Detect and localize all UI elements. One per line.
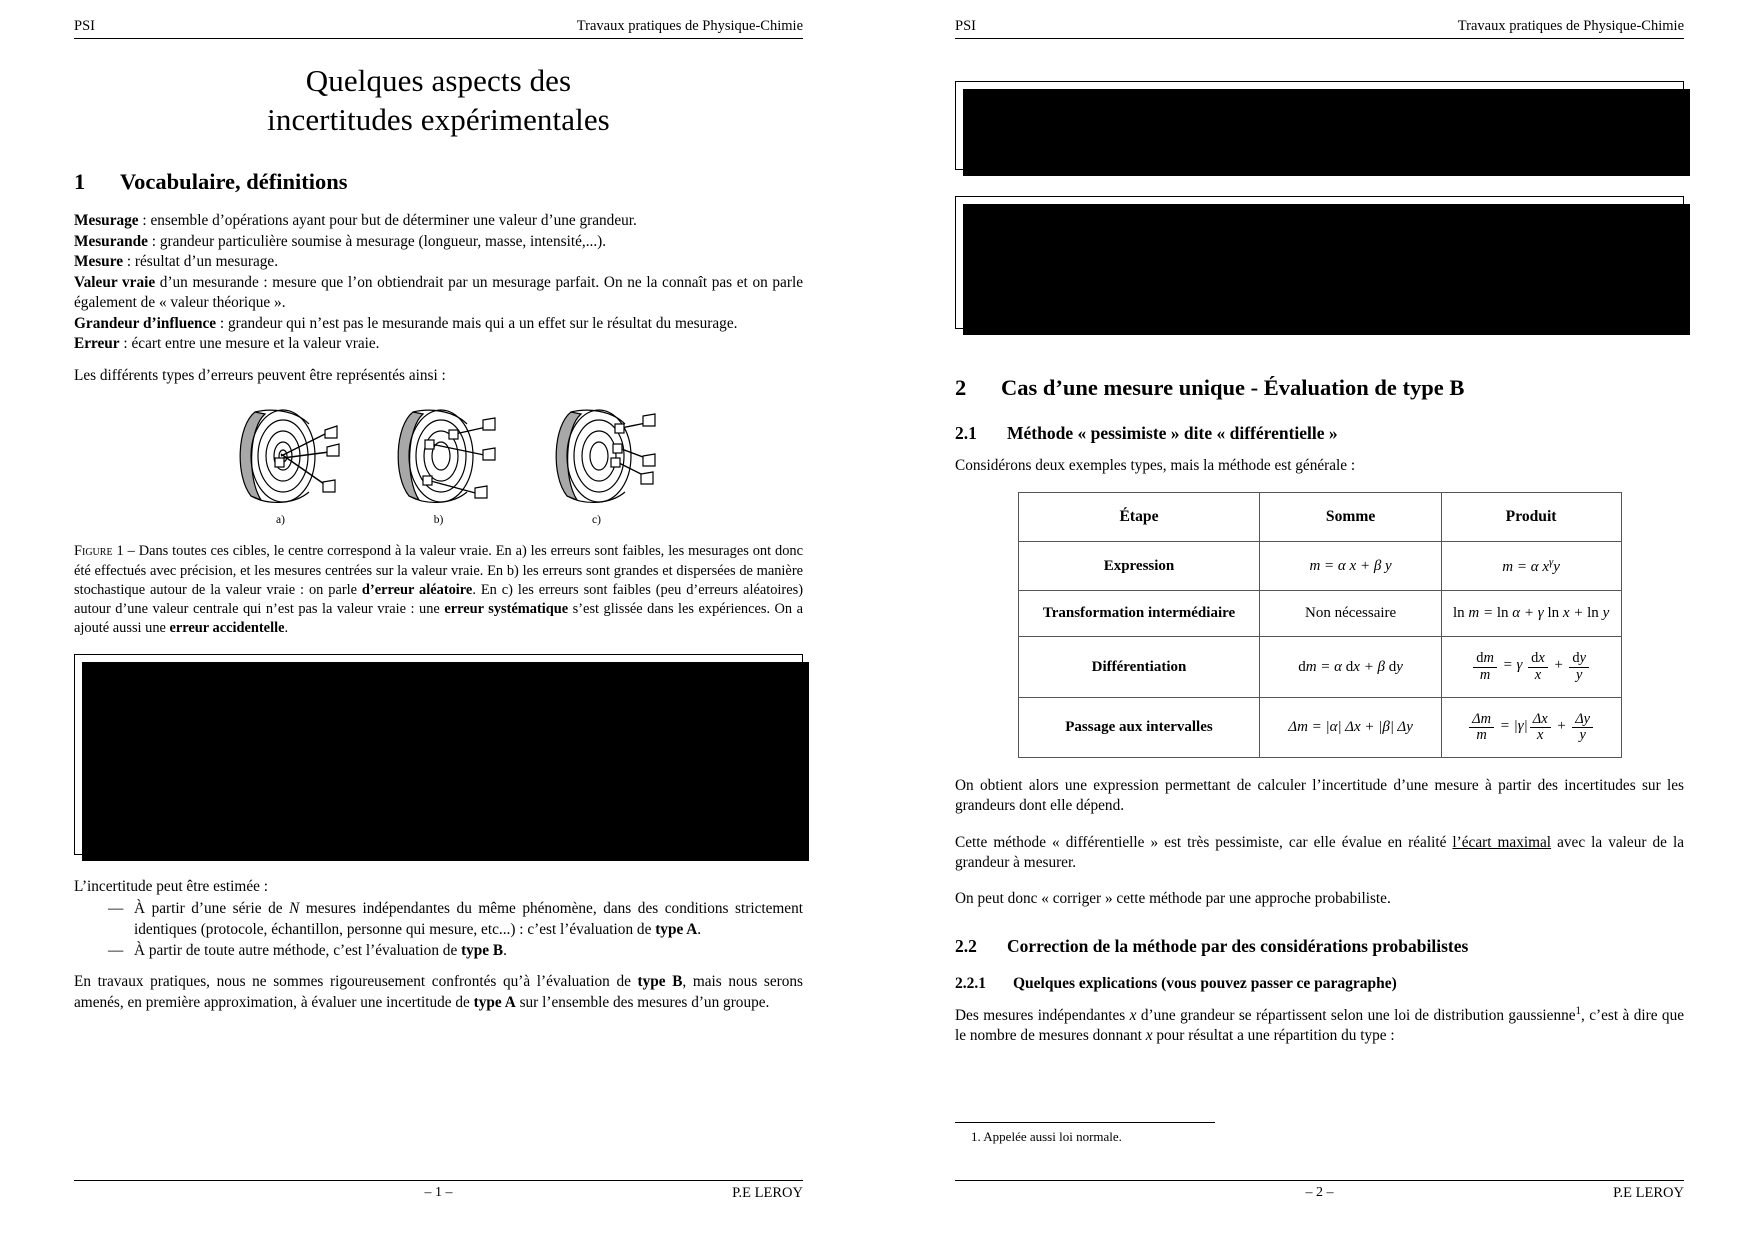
page1-header-right: Travaux pratiques de Physique-Chimie [576, 18, 803, 34]
result-equation-wrapper [89, 815, 788, 842]
figure-caption-prefix: Figure 1 [74, 543, 124, 560]
title-line-2: incertitudes expérimentales [267, 102, 610, 138]
result-equation: m = … ± Δm [387, 815, 489, 842]
box-b-body [970, 232, 1669, 252]
section-1-title: Vocabulaire, définitions [120, 169, 348, 195]
corriger-paragraph: On peut donc « corriger » cette méthode par une approche probabiliste. [955, 890, 1391, 908]
table-cell-somme: dm = α dx + β dy [1260, 637, 1441, 697]
definition-item [74, 232, 803, 253]
table-row-label: Expression [1018, 542, 1260, 591]
table-cell-produit: $\frac{dm}{m}$ = γ $\frac{dx}{x}$ + $\frac{dy}{y}$ [1441, 637, 1621, 697]
pessimiste-paragraph [955, 833, 1684, 874]
estimation-item-mid: mesures indépendantes du même phénomène, dans des conditions strictement identiques (protocole, échantillon, personne qui mesure, etc...) : c’est l’évaluation de [134, 900, 803, 938]
page2-header-right: Travaux pratiques de Physique-Chimie [1457, 18, 1684, 34]
box-b-bullet: • application de la méthode « différentielle » pour déterminer l’expression de cette incertitude (méthode pessimiste) ; [1002, 254, 1669, 294]
page1-footer-line [74, 1185, 803, 1202]
table-header-produit: Produit [1441, 493, 1621, 542]
estimation-item-bold: type B [461, 941, 504, 959]
estimation-item-symbol: N [289, 900, 300, 918]
notera-line-4-end: qui nous intéresse puisque le résultat d’une mesure s’écrit : [275, 784, 636, 801]
subsection-2-2-title: Correction de la méthode par des considérations probabilistes [1007, 935, 1469, 956]
pessimiste-underlined: l’écart maximal [1452, 833, 1552, 851]
page1-running-head [74, 18, 803, 38]
gauss-x-symbol-1: x [1129, 1006, 1137, 1024]
table-header-somme: Somme [1260, 493, 1441, 542]
page1-footer [74, 1180, 803, 1202]
definition-item [74, 252, 803, 273]
subsubsection-2-2-1-title: Quelques explications (vous pouvez passer ce paragraphe) [1013, 974, 1397, 992]
notera-line-2-underlined: dispersion [335, 723, 398, 740]
page-2 [877, 0, 1754, 1240]
table-cell-somme: m = α x + β y [1260, 542, 1441, 591]
definition-item [74, 211, 803, 232]
subsection-2-2-heading [955, 936, 1684, 957]
box-b-symbol: Δm [1245, 234, 1269, 251]
box-a-title-text: Évaluation de type A : [970, 96, 1113, 112]
definition-term: Erreur [74, 335, 120, 353]
notera-line-3 [89, 743, 788, 774]
box-a-body [970, 117, 1669, 157]
estimation-item-pre: À partir d’une série de [134, 900, 290, 918]
figure-1-caption [74, 542, 803, 638]
notera-line-3-end: de la mesure, exprimée en % [195, 749, 374, 766]
page1-footer-rule [74, 1180, 803, 1181]
notera-intro: On notera : [89, 669, 157, 686]
closing-bold-1: type B [637, 973, 683, 991]
precision-fraction [91, 743, 116, 774]
estimation-item-end: . [697, 920, 702, 938]
table-cell-produit: m = α $x^\gamma y$ [1441, 542, 1621, 591]
notera-line-3-pre: la [117, 749, 137, 766]
box-a-pre: La détermination de cette [970, 119, 1144, 136]
definition-list [74, 211, 803, 355]
figure-caption-part-4: . [284, 620, 289, 636]
page2-footer-right: P.E LEROY [1613, 1185, 1684, 1201]
definition-text: : grandeur qui n’est pas le mesurande mais qui a un effet sur le résultat du mesurage. [216, 314, 738, 332]
target-c [531, 400, 663, 526]
closing-paragraph [74, 972, 803, 1013]
evaluation-type-a-box [955, 81, 1684, 170]
table-row-label: Transformation intermédiaire [1018, 591, 1260, 637]
table-header-row [1018, 493, 1621, 542]
pessimiste-pre: Cette méthode « différentielle » est très pessimiste, car elle évalue en réalité [955, 833, 1453, 851]
definition-text: : résultat d’un mesurage. [123, 253, 279, 271]
differential-method-table [1018, 492, 1622, 758]
box-b-end: se fera en deux étapes (voir section 2) : [1268, 234, 1510, 251]
closing-part-1: En travaux pratiques, nous ne sommes rigoureusement confrontés qu’à l’évaluation de [74, 973, 638, 991]
estimation-item-pre: À partir de toute autre méthode, c’est l’évaluation de [134, 941, 462, 959]
estimation-item-bold: type A [655, 920, 698, 938]
section-2-heading [955, 375, 1684, 401]
definition-text: d’un mesurande : mesure que l’on obtiendrait par un mesurage parfait. On ne la connaît pas et on parle également de « valeur théorique ». [74, 273, 803, 312]
footnote-area [955, 1096, 1684, 1146]
definition-item [74, 314, 803, 335]
box-b-title-text: Évaluation de type B : [970, 211, 1114, 228]
notera-line-1-underlined: l’intervalle de confiance [338, 701, 486, 718]
estimation-list [74, 899, 803, 961]
notera-line-2-mid: , qui caractérise la [221, 723, 336, 740]
table-row [1018, 542, 1621, 591]
subsection-2-1-heading [955, 423, 1684, 444]
target-illustrations [74, 400, 803, 526]
after-table-paragraph: On obtient alors une expression permettant de calculer l’incertitude d’une mesure à partir des incertitudes sur les grandeurs dont elle dépend. [955, 776, 1684, 815]
table-row-label: Différentiation [1018, 637, 1260, 697]
target-b [373, 400, 505, 526]
box-b-bold: incertitude élargie [1127, 234, 1246, 251]
notera-line-4-pre: C’est [89, 784, 125, 801]
estimation-item-end: . [503, 941, 507, 959]
target-b-label: b) [433, 514, 444, 527]
subsubsection-2-2-1-heading [955, 975, 1684, 993]
estimation-intro: L’incertitude peut être estimée : [74, 877, 268, 895]
notera-line-2-end: des mesures [397, 723, 475, 740]
footnote-text: Appelée aussi loi normale. [983, 1129, 1122, 1145]
subsection-2-1-number: 2.1 [955, 423, 977, 444]
notera-line-4 [89, 783, 788, 803]
target-b-graphic [379, 400, 499, 512]
footnote-rule [955, 1122, 1215, 1123]
figure-caption-bold-2: erreur systématique [444, 600, 569, 617]
notera-line-2-bold: l’incertitude type [110, 723, 222, 740]
page2-header-left: PSI [955, 18, 976, 34]
definition-item [74, 273, 803, 314]
definition-term: Mesurage [74, 212, 139, 230]
box-a-bold: incertitude élargie [1143, 119, 1265, 136]
page1-header-left: PSI [74, 18, 95, 34]
table-cell-produit: $\frac{\Delta m}{m}$ = |γ| $\frac{\Delta x}{x}$ + $\frac{\Delta y}{y}$ [1441, 697, 1621, 757]
figure-caption-bold-3: erreur accidentelle [169, 620, 285, 636]
page1-footer-right: P.E LEROY [732, 1185, 803, 1201]
delta-m-type-symbol: δm [89, 723, 107, 740]
footnote-number: 1. [971, 1129, 981, 1145]
gauss-end: pour résultat a une répartition du type : [1152, 1027, 1395, 1045]
table-header-etape: Étape [1018, 493, 1260, 542]
considerons-text: Considérons deux exemples types, mais la méthode est générale : [955, 457, 1356, 475]
closing-part-2: , mais nous serons amenés, en première approximation, à évaluer une incertitude de [74, 973, 803, 1011]
estimation-item [108, 941, 803, 961]
table-cell-somme: Non nécessaire [1260, 591, 1441, 637]
pessimiste-end: avec la valeur de la grandeur à mesurer. [955, 833, 1684, 871]
page2-footer [955, 1180, 1684, 1202]
figure-caption-part-2: . En c) les erreurs sont faibles (peu d’erreurs aléatoires) autour d’une valeur centrale qui n’est pas la valeur vraie : une [74, 581, 803, 617]
page2-number: – 2 – [1305, 1185, 1334, 1200]
page1-header-rule [74, 38, 803, 39]
page2-header-rule [955, 38, 1684, 39]
box-a-end: se fera simplement en combinant les différentes mesures effectuées (voir section 3). [970, 119, 1669, 156]
definition-text: : ensemble d’opérations ayant pour but de déterminer une valeur d’une grandeur. [138, 212, 637, 230]
section-1-heading [74, 169, 803, 195]
target-a-label: a) [276, 514, 285, 527]
notera-line-4-symbol: Δm [251, 784, 276, 801]
precision-numerator: Δm [94, 742, 113, 759]
figure-caption-part-3: s’est glissée dans les expériences. On a ajouté aussi une [74, 600, 803, 636]
gauss-pre: Des mesures indépendantes [955, 1006, 1130, 1024]
box-b-bullet-list [970, 254, 1669, 315]
footnote-marker[interactable]: 1 [1575, 1004, 1582, 1017]
page2-footer-line [955, 1185, 1684, 1202]
notera-line-1-end: , en général à 95 % [485, 701, 601, 718]
definition-text: : grandeur particulière soumise à mesurage (longueur, masse, intensité,...). [147, 232, 607, 250]
table-row [1018, 697, 1621, 757]
subsection-2-1-title: Méthode « pessimiste » dite « différentielle » [1007, 423, 1338, 444]
definition-item [74, 334, 803, 355]
notera-line-4-bold: l’incertitude élargie [124, 784, 252, 801]
definition-term: Mesure [74, 253, 123, 271]
box-a-symbol: Δm [1265, 119, 1293, 136]
figure-caption-part-1: Dans toutes ces cibles, le centre correspond à la valeur vraie. En a) les erreurs sont faibles, les mesurages ont donc été effectués avec précision, et les mesures centrées sur la valeur vraie. En b) les erreurs sont grandes et dispersées de manière stochastique autour de la valeur vraie : on parle [74, 543, 803, 598]
target-a [215, 400, 347, 526]
section-2-number: 2 [955, 375, 967, 401]
table-cell-somme: Δm = |α| Δx + |β| Δy [1260, 697, 1441, 757]
page1-number: – 1 – [424, 1185, 453, 1200]
figure-caption-dash: – [123, 543, 139, 560]
target-c-graphic [537, 400, 657, 512]
footnote-1 [955, 1129, 1684, 1146]
gauss-mid: d’une grandeur se répartissent selon une loi de distribution gaussienne [1136, 1006, 1576, 1024]
box-b-pre: La détermination de cette [970, 234, 1128, 251]
section-1-number: 1 [74, 169, 86, 195]
section-2-title: Cas d’une mesure unique - Évaluation de type B [1001, 375, 1465, 401]
definition-term: Grandeur d’influence [74, 314, 217, 332]
notera-line-2 [89, 721, 788, 741]
target-c-label: c) [592, 514, 601, 527]
notera-line-1-bold: l’incertitude élargie [112, 701, 240, 718]
notera-line-1 [89, 699, 788, 719]
subsection-2-2-number: 2.2 [955, 935, 977, 956]
page2-running-head [955, 18, 1684, 38]
box-b-title [970, 209, 1669, 229]
target-a-graphic [221, 400, 341, 512]
definition-term: Mesurande [74, 232, 148, 250]
notera-line-3-bold: précision [136, 749, 196, 766]
notera-line-1-mid: , qui caractérise [239, 701, 339, 718]
evaluation-type-b-box [955, 196, 1684, 329]
closing-bold-2: type A [473, 993, 516, 1011]
title-line-1: Quelques aspects des [305, 63, 572, 98]
precision-denominator: m [91, 759, 116, 775]
gaussian-paragraph [955, 1004, 1684, 1047]
box-b-bullet: • correction de cette méthode par des considérations probabilistes. [1002, 295, 1669, 315]
table-row [1018, 591, 1621, 637]
gauss-x-symbol-2: x [1145, 1027, 1153, 1045]
notera-box [74, 654, 803, 855]
gauss-mid-2: , c’est à dire que le nombre de mesures donnant [955, 1006, 1685, 1045]
figure-intro-text: Les différents types d’erreurs peuvent être représentés ainsi : [74, 367, 446, 385]
definition-term: Valeur vraie [74, 273, 156, 291]
delta-m-symbol: Δm [89, 701, 109, 718]
definition-text: : écart entre une mesure et la valeur vraie. [119, 335, 380, 353]
estimation-item [108, 899, 803, 940]
closing-part-3: sur l’ensemble des mesures d’un groupe. [515, 993, 770, 1011]
box-a-title [970, 94, 1669, 114]
table-row [1018, 637, 1621, 697]
table-row-label: Passage aux intervalles [1018, 697, 1260, 757]
table-cell-produit: ln m = ln α + γ ln x + ln y [1441, 591, 1621, 637]
page-title [74, 61, 803, 139]
page2-footer-rule [955, 1180, 1684, 1181]
figure-caption-bold-1: d’erreur aléatoire [361, 581, 473, 598]
figure-1 [74, 400, 803, 638]
subsubsection-2-2-1-number: 2.2.1 [955, 974, 986, 992]
